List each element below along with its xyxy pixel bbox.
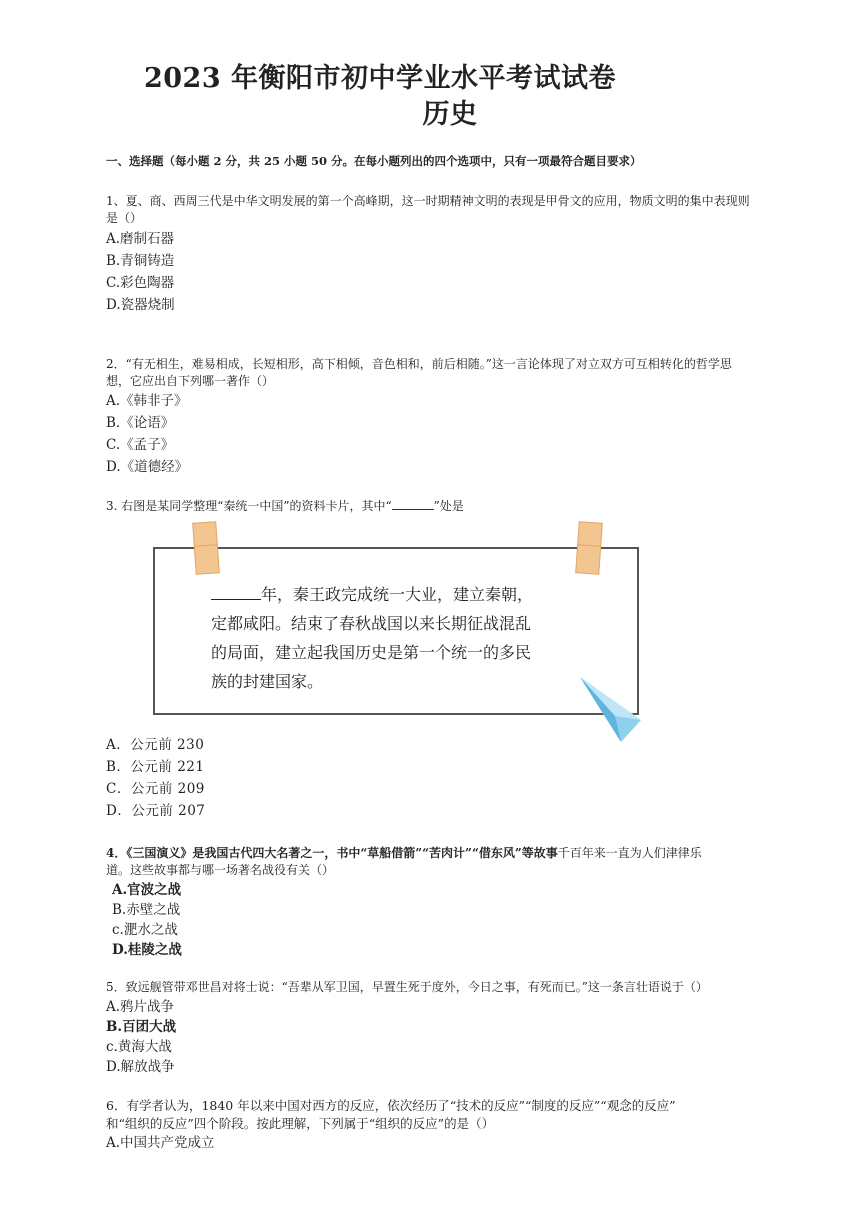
q2-option-a: A.《韩非子》 <box>106 393 188 409</box>
card-line-1 <box>211 580 571 609</box>
question-2-line2: 想，它应出自下列哪一著作（） <box>106 374 275 388</box>
question-1-line2: 是（） <box>106 211 143 225</box>
section-heading: 一、选择题（每小题 2 分，共 25 小题 50 分。在每小题列出的四个选项中，只有一项最符合题目要求） <box>106 154 642 168</box>
question-3-prefix: 3. 右图是某同学整理“秦统一中国”的资料卡片，其中“ <box>106 499 392 513</box>
q4-option-c: c.淝水之战 <box>112 922 178 938</box>
question-3-suffix: ”处是 <box>433 499 464 513</box>
q1-option-a: A.磨制石器 <box>106 231 175 247</box>
q5-option-d: D.解放战争 <box>106 1059 175 1075</box>
q6-option-a: A.中国共产党成立 <box>106 1135 215 1151</box>
q1-option-d: D.瓷器烧制 <box>106 297 175 313</box>
q5-option-c: c.黄海大战 <box>106 1039 172 1055</box>
q3-option-a: A．公元前 230 <box>106 737 205 753</box>
question-1-line1: 1、夏、商、西周三代是中华文明发展的第一个高峰期，这一时期精神文明的表现是甲骨文的应用，物质文明的集中表现则 <box>106 194 750 208</box>
tape-left <box>192 521 220 575</box>
q5-option-b: B.百团大战 <box>106 1019 177 1035</box>
q4-option-d: D.桂陵之战 <box>112 942 182 958</box>
q1-option-b: B.青铜铸造 <box>106 253 175 269</box>
question-4-rest: 千百年来一直为人们津律乐 <box>557 846 702 860</box>
card-blank <box>211 585 261 600</box>
question-5-line1: 5．致远舰管带邓世昌对将士说：“吾辈从军卫国，早置生死于度外，今日之事，有死而已。”这一条言壮语说于（） <box>106 980 708 994</box>
card-line-4: 族的封建国家。 <box>211 672 324 691</box>
q4-option-a: A.官波之战 <box>112 882 182 898</box>
question-4-bold: 4．《三国演义》是我国古代四大名著之一，书中“草船借箭”“苦肉计”“借东风”等故事 <box>106 846 558 860</box>
q3-option-d: D．公元前 207 <box>106 803 206 819</box>
card-line-2: 定都咸阳。结束了春秋战国以来长期征战混乱 <box>211 614 532 633</box>
card-line-3: 的局面，建立起我国历史是第一个统一的多民 <box>211 643 532 662</box>
q2-option-d: D.《道德经》 <box>106 459 189 475</box>
tape-right <box>575 521 603 575</box>
q3-option-c: C．公元前 209 <box>106 781 205 797</box>
q1-option-c: C.彩色陶器 <box>106 275 175 291</box>
exam-subject: 历史 <box>422 99 478 130</box>
q2-option-b: B.《论语》 <box>106 415 175 431</box>
q4-option-b: B.赤壁之战 <box>112 902 181 918</box>
question-4-line1 <box>106 845 806 862</box>
paper-plane-icon <box>575 672 645 744</box>
question-4-line2: 道。这些故事都与哪一场著名战役有关（） <box>106 863 335 877</box>
question-6-line2: 和“组织的反应”四个阶段。按此理解，下列属于“组织的反应”的是（） <box>106 1116 495 1131</box>
question-2-line1: 2．“有无相生，难易相成，长短相形，高下相倾，音色相和，前后相随。”这一言论体现了对立双方可互相转化的哲学思 <box>106 357 732 371</box>
q5-option-a: A.鸦片战争 <box>106 999 175 1015</box>
card-line-1-text: 年，秦王政完成统一大业，建立秦朝， <box>261 585 534 604</box>
q3-option-b: B．公元前 221 <box>106 759 205 775</box>
question-3-stem <box>106 498 806 515</box>
question-6-line1: 6．有学者认为，1840 年以来中国对西方的反应，依次经历了“技术的反应”“制度的反应”“观念的反应” <box>106 1098 676 1113</box>
info-card-text <box>211 580 571 696</box>
exam-title: 2023 年衡阳市初中学业水平考试试卷 <box>143 63 617 94</box>
q2-option-c: C.《孟子》 <box>106 437 175 453</box>
question-3-blank <box>392 499 434 510</box>
